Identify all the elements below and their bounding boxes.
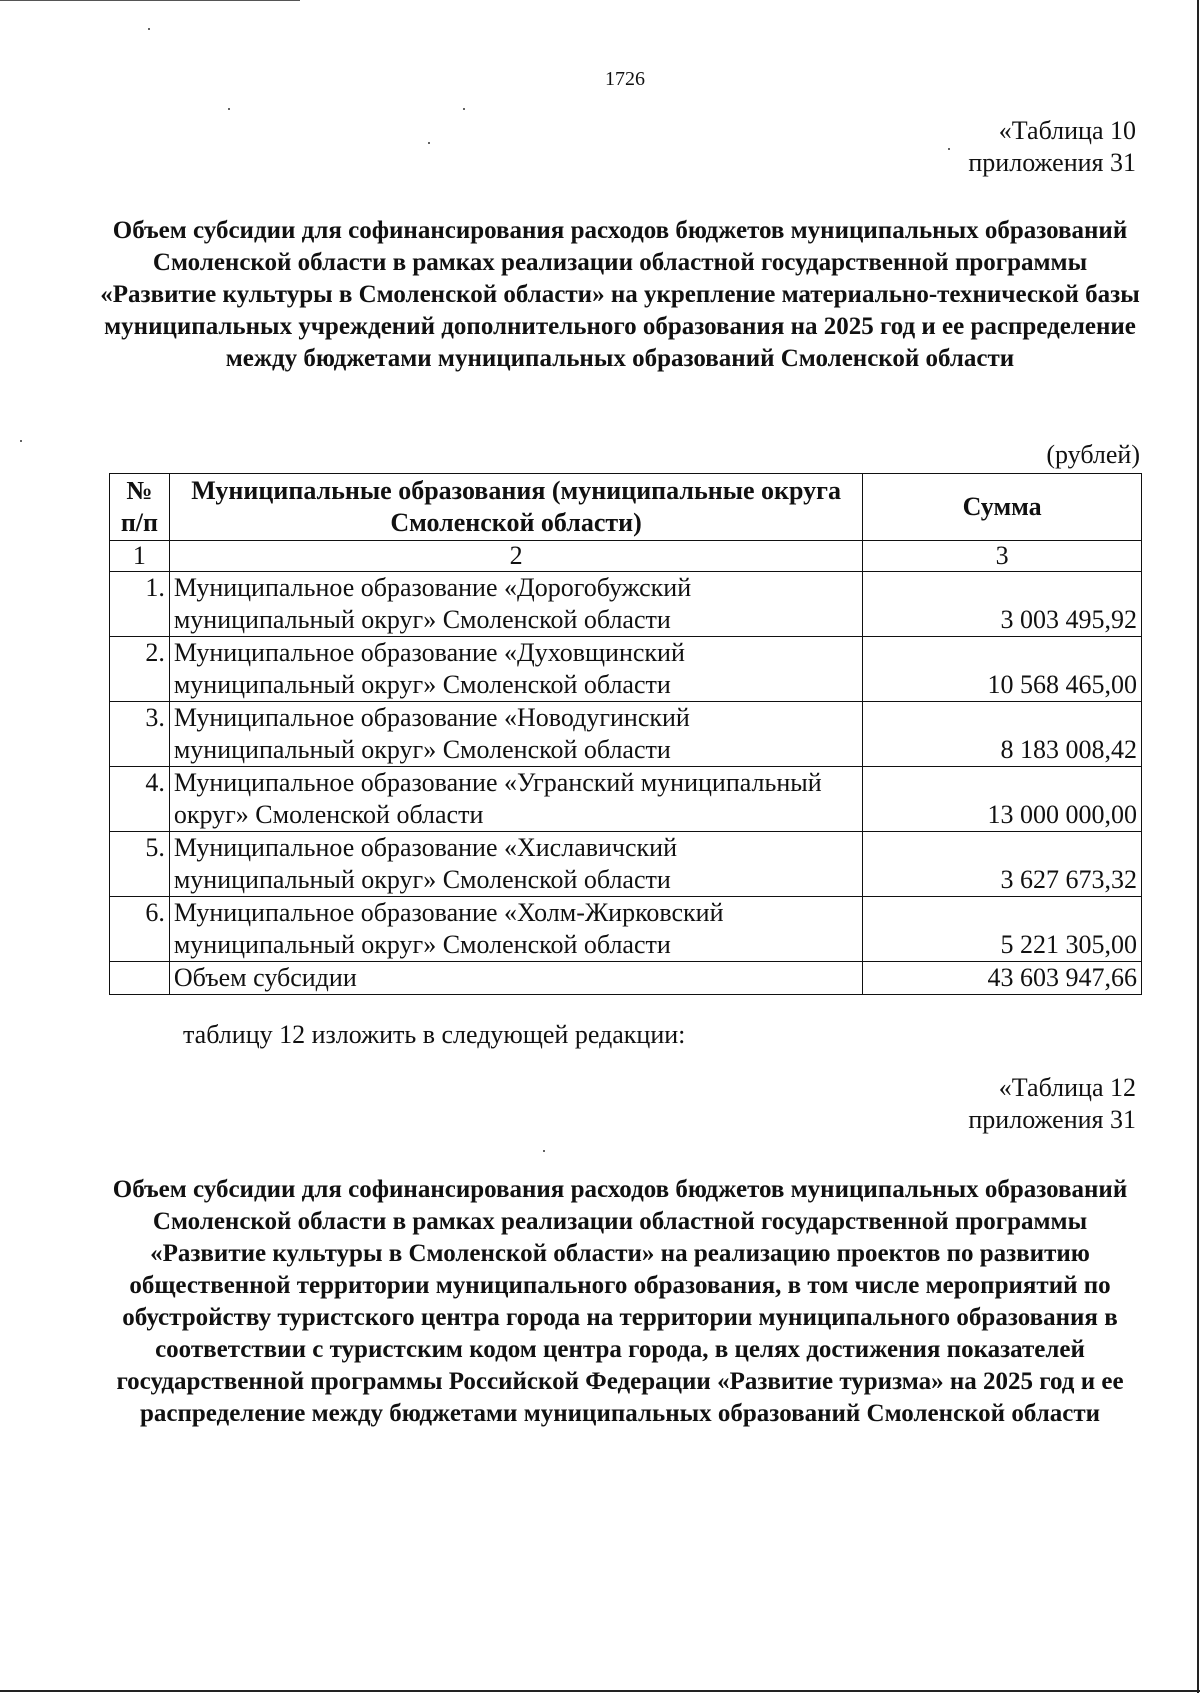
table-row xyxy=(110,637,1142,702)
row-sum: 8 183 008,42 xyxy=(863,702,1142,767)
table10-reference-line2: приложения 31 xyxy=(968,148,1136,177)
total-label: Объем субсидии xyxy=(169,962,863,995)
scan-speck xyxy=(543,1150,545,1152)
scan-speck xyxy=(428,142,430,144)
column-number: 1 xyxy=(110,541,170,572)
table-row xyxy=(110,767,1142,832)
amendment-instruction: таблицу 12 изложить в следующей редакции: xyxy=(183,1020,686,1049)
total-empty-cell xyxy=(110,962,170,995)
total-sum: 43 603 947,66 xyxy=(863,962,1142,995)
page-number: 1726 xyxy=(605,68,645,90)
table-row xyxy=(110,897,1142,962)
scan-speck xyxy=(148,28,150,30)
row-sum: 13 000 000,00 xyxy=(863,767,1142,832)
row-municipality: Муниципальное образование «Дорогобужский муниципальный округ» Смоленской области xyxy=(169,572,863,637)
row-municipality: Муниципальное образование «Духовщинский муниципальный округ» Смоленской области xyxy=(169,637,863,702)
scan-speck xyxy=(948,148,950,150)
table-row xyxy=(110,572,1142,637)
header-num: № п/п xyxy=(110,474,170,541)
table10-reference-line1: «Таблица 10 xyxy=(998,116,1136,145)
row-number: 1. xyxy=(110,572,170,637)
table12-reference-line2: приложения 31 xyxy=(968,1105,1136,1134)
table-row xyxy=(110,832,1142,897)
row-number: 6. xyxy=(110,897,170,962)
row-sum: 10 568 465,00 xyxy=(863,637,1142,702)
units-label: (рублей) xyxy=(1046,440,1140,469)
column-number: 3 xyxy=(863,541,1142,572)
row-municipality: Муниципальное образование «Хиславичский муниципальный округ» Смоленской области xyxy=(169,832,863,897)
table-header-row xyxy=(110,474,1142,541)
row-number: 5. xyxy=(110,832,170,897)
subsidy-table xyxy=(109,473,1142,995)
row-number: 4. xyxy=(110,767,170,832)
scan-speck xyxy=(20,440,22,442)
row-municipality: Муниципальное образование «Новодугинский муниципальный округ» Смоленской области xyxy=(169,702,863,767)
row-sum: 5 221 305,00 xyxy=(863,897,1142,962)
row-number: 3. xyxy=(110,702,170,767)
row-sum: 3 627 673,32 xyxy=(863,832,1142,897)
row-sum: 3 003 495,92 xyxy=(863,572,1142,637)
row-municipality: Муниципальное образование «Холм-Жирковский муниципальный округ» Смоленской области xyxy=(169,897,863,962)
column-number: 2 xyxy=(169,541,863,572)
table-total-row xyxy=(110,962,1142,995)
column-numbers-row xyxy=(110,541,1142,572)
header-name: Муниципальные образования (муниципальные округа Смоленской области) xyxy=(169,474,863,541)
table12-reference-line1: «Таблица 12 xyxy=(998,1073,1136,1102)
table10-reference xyxy=(968,115,1136,179)
scan-speck xyxy=(463,108,465,110)
scan-edge-right xyxy=(1197,0,1199,1693)
scan-edge-bottom xyxy=(0,1690,1200,1692)
table10-title: Объем субсидии для софинансирования расходов бюджетов муниципальных образований Смоленской области в рамках реализации областной государственной программы «Развитие культуры в Смоленской области» на укрепление материально-технической базы муниципальных учреждений дополнительного образования на 2025 год и ее распределение между бюджетами муниципальных образований Смоленской области xyxy=(100,217,1140,372)
scan-speck xyxy=(228,108,230,110)
table12-reference xyxy=(968,1072,1136,1136)
header-sum: Сумма xyxy=(863,474,1142,541)
scan-edge-top xyxy=(0,0,300,1)
row-number: 2. xyxy=(110,637,170,702)
row-municipality: Муниципальное образование «Угранский муниципальный округ» Смоленской области xyxy=(169,767,863,832)
table-row xyxy=(110,702,1142,767)
table12-title: Объем субсидии для софинансирования расходов бюджетов муниципальных образований Смоленской области в рамках реализации областной государственной программы «Развитие культуры в Смоленской области» на реализацию проектов по развитию общественной территории муниципального образования, в том числе мероприятий по обустройству туристского центра города на территории муниципального образования в соответствии с туристским кодом центра города, в целях достижения показателей государственной программы Российской Федерации «Развитие туризма» на 2025 год и ее распределение между бюджетами муниципальных образований Смоленской области xyxy=(112,1176,1128,1427)
